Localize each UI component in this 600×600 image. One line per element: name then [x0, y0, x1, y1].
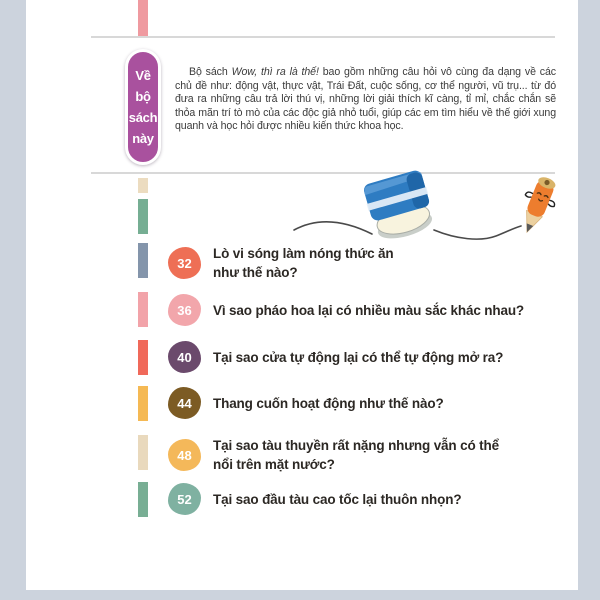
about-tag-word: Về	[135, 67, 151, 83]
page-number-badge: 36	[168, 294, 201, 326]
accent-strip-segment	[138, 292, 148, 327]
page-number-badge: 32	[168, 247, 201, 279]
toc-question: Tại sao tàu thuyền rất nặng nhưng vẫn có thể nổi trên mặt nước?	[213, 438, 499, 472]
eraser-icon	[361, 169, 437, 245]
about-tag-word: này	[132, 130, 154, 146]
toc-question: Tại sao cửa tự động lại có thể tự động mở ra?	[213, 349, 504, 365]
page-number-badge: 44	[168, 387, 201, 419]
accent-strip-segment	[138, 386, 148, 421]
toc-item-36	[168, 294, 524, 326]
top-divider-line	[91, 36, 555, 38]
toc-item-40	[168, 341, 503, 373]
book-series-title: Wow, thì ra là thế!	[231, 66, 319, 78]
pencil-character-icon	[513, 173, 563, 238]
page-number-badge: 52	[168, 483, 201, 515]
toc-question: Tại sao đầu tàu cao tốc lại thuôn nhọn?	[213, 491, 462, 507]
about-series-paragraph: Bộ sách Wow, thì ra là thế! bao gồm những câu hỏi vô cùng đa dạng về các chủ đề như: động vật, thực vật, Trái Đất, cuộc sống, cơ thể người, vũ trụ... từ đó đưa ra những câu trả lời thú vị, những lời giải thích kĩ càng, tỉ mỉ, chắc chắn sẽ thỏa mãn trí tò mò của các độc giả nhỏ tuổi, giúp các em tìm hiểu về thế giới xung quanh và học hỏi được nhiều kiến thức khoa học.	[175, 66, 556, 133]
page-number-badge: 48	[168, 439, 201, 471]
accent-strip-segment	[138, 482, 148, 517]
accent-strip-segment	[138, 0, 148, 36]
page-number-badge: 40	[168, 341, 201, 373]
toc-item-48	[168, 436, 499, 474]
toc-item-44	[168, 387, 444, 419]
accent-strip-segment	[138, 178, 148, 193]
accent-strip-segment	[138, 199, 148, 234]
about-tag-word: sách	[128, 109, 158, 125]
about-tag-word: bộ	[135, 88, 151, 104]
toc-question: Lò vi sóng làm nóng thức ăn như thế nào?	[213, 246, 394, 280]
accent-strip-segment	[138, 435, 148, 470]
toc-item-52	[168, 483, 461, 515]
accent-strip-segment	[138, 243, 148, 278]
accent-strip-segment	[138, 340, 148, 375]
about-series-tag	[125, 49, 161, 165]
toc-item-32	[168, 244, 393, 282]
toc-question: Vì sao pháo hoa lại có nhiều màu sắc khác nhau?	[213, 302, 525, 318]
book-page	[26, 0, 578, 590]
toc-question: Thang cuốn hoạt động như thế nào?	[213, 395, 444, 411]
eraser-pencil-illustration	[284, 168, 566, 252]
